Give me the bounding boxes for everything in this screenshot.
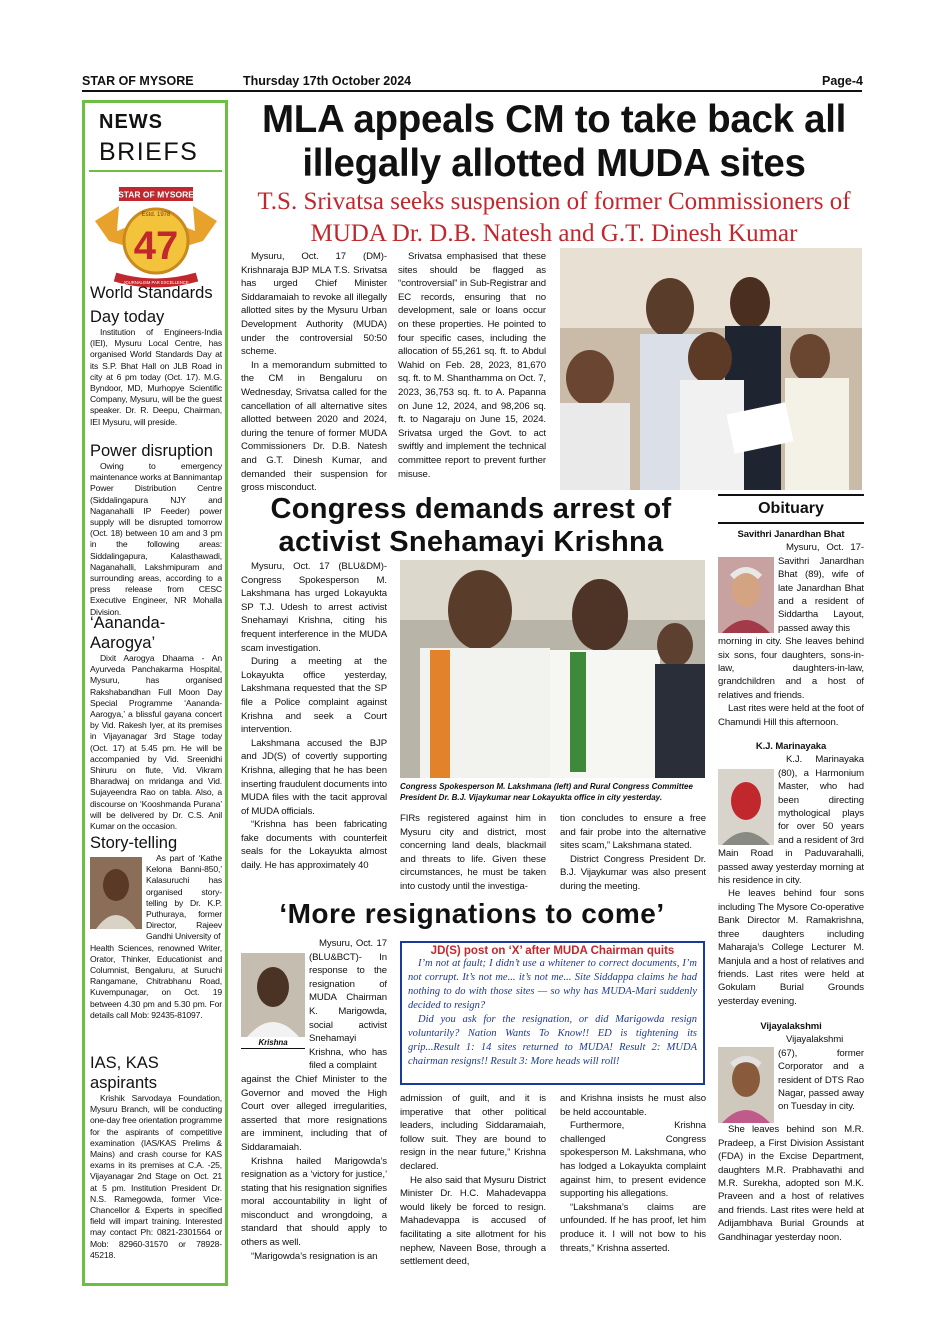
congress-paragraph: FIRs registered against him in Mysuru city and district, most concerning land deals, blackmail and threats to life. Given these circumstances, he must be taken into custody until the investiga- xyxy=(400,813,546,892)
jds-post-paragraph: Did you ask for the resignation, or did Marigowda resign voluntarily? Nation Wants To Know!! ED is tightening its grip...Result 1: 14 sites returned to MUDA! Result 2: MUDA chairman resigns!! Result 3: More heads will roll! xyxy=(408,1014,697,1067)
congress-paragraph: During a meeting at the Lokayukta office yesterday, Lakshmana requested that the SP file a Police complaint against Krishna and seek a Court intervention. xyxy=(241,656,387,736)
brief-heading: World Standards xyxy=(90,284,213,302)
lead-paragraph: Srivatsa emphasised that these sites should be flagged as “controversial” in Sub-Registrar and EC records, ensuring that no development, sale or loans occur on these properties. He pointed to four specific cases, including the allocation of 55,261 sq. ft. to Abdul Wahid on Feb. 28, 2023, 81,670 sq. ft. to M. Shanthamma on Oct. 7, 2023, 36,753 sq. ft. to A. Papanna on June 12, 2024, and 98,206 sq. ft. to Nagaraju on June 15, 2024. Srivatsa urged the Govt. to act swiftly and implement the technical committee report to prevent further misuse. xyxy=(398,251,546,480)
krishna-photo xyxy=(241,953,305,1037)
brief-heading: Day today xyxy=(90,308,165,326)
obituary-text: Last rites were held at the foot of Chamundi Hill this afternoon. xyxy=(718,703,864,728)
story-teller-photo xyxy=(90,857,142,929)
obituary-text: He leaves behind four sons including The Mysore Co-operative Bank Director M. Ramakrishna, three daughters including Maharaja’s College Lecturer M. Manjula and a host of relatives and friends. Last rites were held at Gokulam Burial Grounds yesterday evening. xyxy=(718,888,864,1007)
brief-aananda-aarogya xyxy=(90,613,222,832)
brief-heading: Power disruption xyxy=(90,442,213,460)
obituary-title: Obituary xyxy=(758,500,824,517)
emblem-top-text: STAR OF MYSORE xyxy=(118,189,194,200)
obituary-rule-top xyxy=(718,494,864,496)
obituary-text: Vijayalakshmi (67), former Corporator and a resident of DTS Rao Nagar, passed away on Tuesday in city. xyxy=(778,1034,864,1113)
obituary-name: K.J. Marinayaka xyxy=(755,741,827,752)
brief-body: Institution of Engineers-India (IEI), Mysuru Local Centre, has organised World Standards Day at its S.P. Bhat Hall on JLB Road in city at 6 pm today (Oct. 17). M.G. Byndoor, MD, Murhopye Scientific Company, Mysuru, will be the guest speaker. Dr. R. Deepu, Chairman, IEI Mysuru, will preside. xyxy=(90,327,222,427)
anniversary-emblem-logo xyxy=(89,181,223,291)
congress-paragraph: “Krishna has been fabricating fake documents with counterfeit seals for the Lokayukta almost daily. He has approximately 40 xyxy=(241,819,387,872)
krishna-photo-label: Krishna xyxy=(241,1037,305,1049)
jds-post-box xyxy=(400,941,705,1085)
brief-ias-kas xyxy=(90,1053,222,1261)
obituary-text: Mysuru, Oct. 17- Savithri Janardhan Bhat (89), wife of late Janardhan Bhat and a resident of Siddartha Layout, passed away this xyxy=(778,542,864,634)
resign-paragraph: Mysuru, Oct. 17 (BLU&BCT)- In response to the resignation of MUDA Chairman K. Marigowda, social activist Snehamayi Krishna, who has filed a complaint xyxy=(309,938,387,1072)
resign-paragraph: “Marigowda’s resignation is an xyxy=(251,1250,378,1262)
lead-column-2 xyxy=(398,250,546,481)
lead-deck: T.S. Srivatsa seeks suspension of former Commissioners of MUDA Dr. D.B. Natesh and G.T. Dinesh Kumar xyxy=(257,188,851,247)
resign-paragraph: and Krishna insists he must also be held accountable. xyxy=(560,1093,706,1118)
congress-column-3 xyxy=(560,812,706,894)
lead-paragraph: Mysuru, Oct. 17 (DM)- Krishnaraja BJP MLA T.S. Srivatsa has urged Chief Minister Siddaramaiah to revoke all illegally allotted sites by the Mysuru Urban Development Authority (MUDA) under the controversial 50:50 scheme. xyxy=(241,251,387,358)
obituary-text: morning in city. She leaves behind six sons, four daughters, sons-in-law, daughters-in-law, grandchildren and a host of relatives and friends. xyxy=(718,636,864,701)
resign-paragraph: Krishna hailed Marigowda’s resignation as a ‘victory for justice,’ stating that his resignation signifies moral accountability in light of misconduct and wrongdoing, a standard that should apply to others as well. xyxy=(241,1155,387,1249)
obituary-text: She leaves behind son M.R. Pradeep, a First Division Assistant (FDA) in the Excise Department, daughters M.R. Prabhavathi and M.R. Surekha, adopted son M.K. Praveen and a host of relatives and friends. Last rites were held at Adijambhava Burial Grounds at Gandhinagar yesterday noon. xyxy=(718,1124,864,1243)
lead-paragraph: In a memorandum submitted to the CM in Bengaluru on Wednesday, Srivatsa called for the cancellation of all alternative sites allotted between 2020 and 2024, during the tenure of former MUDA Commissioners Dr. D.B. Natesh and G.T. Dinesh Kumar, and demanded their suspension for gross misconduct. xyxy=(241,359,387,494)
emblem-bottom-text: JOURNALISM PAR EXCELLENCE xyxy=(123,280,189,285)
resign-paragraph: against the Chief Minister to the Governor and moved the High Court over alleged irregularities, asserted that more resignations are imminent, including that of Siddaramaiah. xyxy=(241,1073,387,1153)
congress-column-1 xyxy=(241,560,387,873)
brief-power-disruption xyxy=(90,441,222,618)
obituary-text: Main Road in Paduvarahalli, passed away yesterday morning at his residence in city. xyxy=(718,848,864,887)
brief-heading: Story-telling xyxy=(90,834,178,852)
lead-column-1 xyxy=(241,250,387,495)
lead-photo xyxy=(560,248,862,490)
emblem-est: Estd. 1978 xyxy=(141,212,171,218)
brief-body: Krishik Sarvodaya Foundation, Mysuru Branch, will be conducting one-day free orientation programme for the aspirants of competitive examination (IAS/KAS Prelims & Mains) and crash course for KAS exams in its premises at C.A. -25, Vijayanagar 2nd Stage on Oct. 21 at 5 pm. Institution President Dr. N.S. Ramegowda, former Vice-Chancellor & Experts in specified field will impart training. Interested may contact Ph: 0821-2301564 or Mob: 82960-31570 or 78928-45218. xyxy=(90,1093,222,1260)
masthead-date: Thursday 17th October 2024 xyxy=(243,74,412,88)
resign-column-1 xyxy=(241,937,387,1263)
congress-paragraph: Lakshmana accused the BJP and JD(S) of covertly supporting Krishna, alleging that he has been inserting fraudulent documents into MUDA files with the tacit approval of MUDA officials. xyxy=(241,737,387,817)
resign-paragraph: “Lakshmana’s claims are unfounded. If he has proof, let him produce it. I will not bow to his threats,” Krishna asserted. xyxy=(560,1201,706,1254)
congress-headline: Congress demands arrest of activist Snehamayi Krishna xyxy=(270,493,672,558)
congress-photo-caption: Congress Spokesperson M. Lakshmana (left) and Rural Congress Committee President Dr. B.J. Vijaykumar near Lokayukta office in city yesterday. xyxy=(400,782,693,802)
masthead-paper: STAR OF MYSORE xyxy=(82,74,194,88)
resign-column-2 xyxy=(400,1092,546,1269)
resign-paragraph: admission of guilt, and it is imperative that other political leaders, including Siddaramaiah, follow suit. They are bound to resign in the near future,” Krishna declared. xyxy=(400,1093,546,1172)
obituary-photo xyxy=(718,769,774,845)
brief-body: Dixit Aarogya Dhaama - An Ayurveda Panchakarma Hospital, Mysuru, has organised Rakshabandhan Full Moon Day Special Programme ‘Aananda-Aarogya,’ a blissful gayana concert by Vid. Rakesh Iyer, at its premises in Vijayanagar 3rd Stage today (Oct. 17) at 5.45 pm. He will be accompanied by Vid. Sreenidhi Shiruru on flute, Vid. Vikram Bharadwaj on mridanga and Vid. Sujayeendra Rao on tabla. Also, a discourse on ‘Kooshmanda Purana’ will be delivered by Dr. C.S. Anil Kumar on the occasion. xyxy=(90,653,222,832)
brief-body: Owing to emergency maintenance works at Bannimantap Power Distribution Centre (Siddalingapura NJY and Naganahalli IP Feeder) power supply will be disrupted tomorrow (Oct. 18) between 10 am and 3 pm in the following areas: Siddalingapura, Kalasthawadi, Naganahalli, Lakshmipuram and surrounding areas, according to a press release from CESC Executive Engineer, NR Mohalla Division. xyxy=(90,461,222,617)
jds-post-paragraph: I’m not at fault; I didn’t use a whitener to correct documents, I’m not corrupt. It’s not me... it’s not me... Site Siddappa claims he had nothing to do with those sites — so why has MUDA-Mari suddenly decided to resign? xyxy=(408,958,697,1011)
obituary-name: Savithri Janardhan Bhat xyxy=(737,529,845,540)
brief-world-standards xyxy=(90,283,222,428)
resign-paragraph: Furthermore, Krishna challenged Congress spokesperson M. Lakshmana, who has lodged a Lokayukta complaint against him, to present evidence supporting his allegations. xyxy=(560,1120,706,1200)
resign-headline: ‘More resignations to come’ xyxy=(279,898,665,929)
obituary-entry xyxy=(718,528,864,729)
briefs-title-news: NEWS xyxy=(99,111,163,133)
congress-paragraph: Mysuru, Oct. 17 (BLU&DM)- Congress Spokesperson M. Lakshmana has urged Lokayukta SP T.J. Udesh to arrest activist Snehamayi Krishna, citing his frequent interference in the MUDA scam investigation. xyxy=(241,561,387,654)
jds-post-title: JD(S) post on ‘X’ after MUDA Chairman quits xyxy=(430,945,675,957)
brief-body: As part of ‘Kathe Kelona Banni-850,’ Kalasuruchi has organised story-telling by Dr. K.P. Puthuraya, former Director, Rajeev Gandhi University of xyxy=(146,853,222,942)
obituary-photo xyxy=(718,557,774,633)
brief-heading: ‘Aananda-Aarogya’ xyxy=(90,614,166,652)
masthead-page: Page-4 xyxy=(822,74,863,88)
resign-column-3 xyxy=(560,1092,706,1255)
brief-heading: IAS, KAS aspirants xyxy=(90,1054,159,1092)
obituary-entry xyxy=(718,740,864,1008)
obituary-rule-bottom xyxy=(718,522,864,524)
obituary-photo xyxy=(718,1047,774,1123)
congress-column-2 xyxy=(400,812,546,894)
brief-story-telling xyxy=(90,833,222,1021)
news-briefs-sidebar xyxy=(82,100,228,1286)
congress-paragraph: District Congress President Dr. B.J. Vijaykumar was also present during the meeting. xyxy=(560,853,706,892)
briefs-rule xyxy=(89,170,222,172)
emblem-number: 47 xyxy=(133,224,179,268)
congress-paragraph: tion concludes to ensure a free and fair probe into the alternative sites scam,” Lakshmana stated. xyxy=(560,813,706,852)
briefs-title-briefs: BRIEFS xyxy=(99,138,199,166)
obituary-name: Vijayalakshmi xyxy=(760,1021,822,1032)
congress-photo xyxy=(400,560,705,778)
brief-body: Health Sciences, renowned Writer, Orator, Thinker, Educationist and Columnist, Bengaluru, at Suruchi Rangamane, Chitrabhanu Road, Kuvempunagar, on Oct. 19 between 4.30 pm and 5.30 pm. For details call Mob: 92435-81097. xyxy=(90,942,222,1020)
resign-paragraph: He also said that Mysuru District Minister Dr. H.C. Mahadevappa would likely be forced to resign. Mahadevappa is accused of facilitating a site allotment for his nephew, Naveen Bose, through a settlement deed, xyxy=(400,1174,546,1268)
obituary-entry xyxy=(718,1020,864,1244)
masthead-rule xyxy=(82,90,862,92)
lead-headline: MLA appeals CM to take back all illegally allotted MUDA sites xyxy=(261,98,847,185)
obituary-text: K.J. Marinayaka (80), a Harmonium Master, who had been directing mythological plays for over 50 years and a resident of 3rd xyxy=(778,754,864,846)
